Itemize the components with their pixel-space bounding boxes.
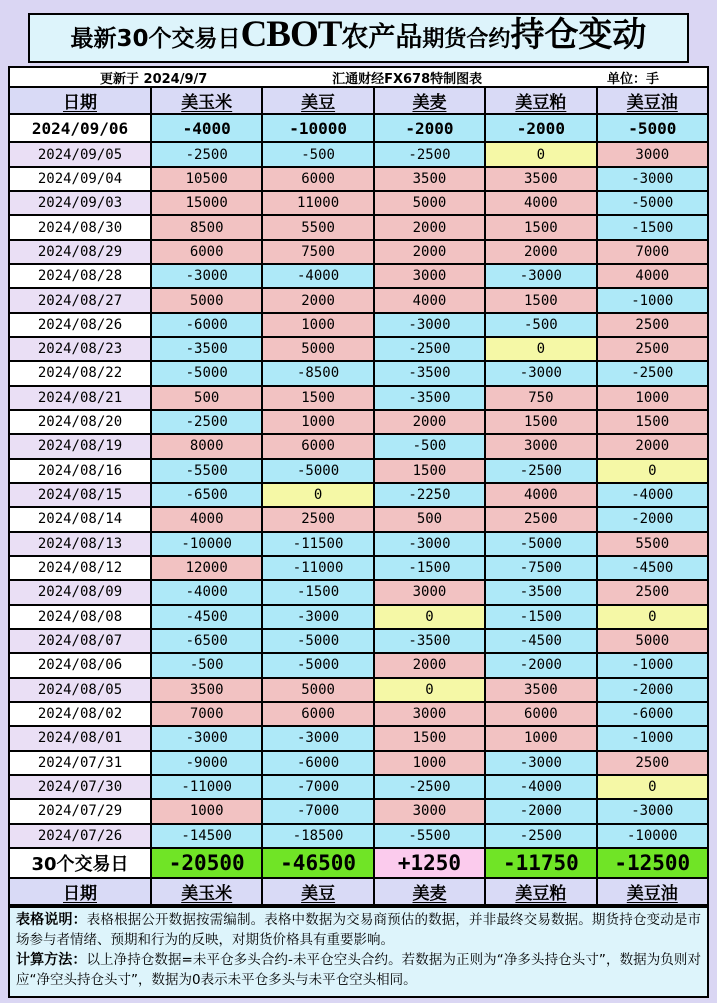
table-row bbox=[9, 653, 708, 677]
value-cell: 2000 bbox=[374, 215, 485, 239]
value-cell: 1000 bbox=[262, 313, 373, 337]
note-label: 表格说明： bbox=[16, 912, 87, 928]
table-row bbox=[9, 215, 708, 239]
value-cell: 5500 bbox=[262, 215, 373, 239]
summary-value-cell: -46500 bbox=[262, 848, 373, 878]
column-header: 美豆 bbox=[262, 878, 373, 905]
column-header: 美豆粕 bbox=[485, 878, 596, 905]
date-cell: 2024/08/13 bbox=[9, 532, 151, 556]
value-cell: -500 bbox=[374, 434, 485, 458]
value-cell: 1000 bbox=[485, 726, 596, 750]
value-cell: -2500 bbox=[374, 142, 485, 166]
value-cell: -5000 bbox=[485, 532, 596, 556]
source-label: 汇通财经FX678特制图表 bbox=[332, 71, 483, 87]
value-cell: 0 bbox=[262, 483, 373, 507]
value-cell: -3500 bbox=[374, 386, 485, 410]
summary-value-cell: +1250 bbox=[374, 848, 485, 878]
value-cell: -11000 bbox=[151, 775, 262, 799]
updated-date: 更新于 2024/9/7 bbox=[100, 71, 208, 87]
column-header: 美玉米 bbox=[151, 87, 262, 114]
value-cell: 500 bbox=[374, 507, 485, 531]
title-segment: 期货合约 bbox=[422, 27, 511, 52]
value-cell: -3000 bbox=[374, 313, 485, 337]
value-cell: 0 bbox=[597, 605, 708, 629]
value-cell: 3500 bbox=[485, 167, 596, 191]
table-row bbox=[9, 386, 708, 410]
table-row bbox=[9, 556, 708, 580]
date-cell: 2024/08/09 bbox=[9, 580, 151, 604]
table-row bbox=[9, 751, 708, 775]
value-cell: 5000 bbox=[262, 678, 373, 702]
positions-table bbox=[8, 86, 709, 906]
value-cell: -3000 bbox=[597, 167, 708, 191]
value-cell: 10500 bbox=[151, 167, 262, 191]
column-header: 美豆油 bbox=[597, 87, 708, 114]
date-cell: 2024/08/07 bbox=[9, 629, 151, 653]
value-cell: -2000 bbox=[485, 799, 596, 823]
value-cell: -10000 bbox=[262, 114, 373, 142]
unit-label: 单位：手 bbox=[606, 71, 659, 87]
value-cell: 1500 bbox=[374, 726, 485, 750]
column-header: 美豆油 bbox=[597, 878, 708, 905]
value-cell: 2000 bbox=[374, 653, 485, 677]
value-cell: -3000 bbox=[262, 605, 373, 629]
value-cell: -3000 bbox=[485, 751, 596, 775]
value-cell: -1000 bbox=[597, 288, 708, 312]
value-cell: 6000 bbox=[151, 240, 262, 264]
date-cell: 2024/08/15 bbox=[9, 483, 151, 507]
date-cell: 2024/08/22 bbox=[9, 361, 151, 385]
table-row bbox=[9, 824, 708, 848]
value-cell: 0 bbox=[485, 337, 596, 361]
value-cell: -10000 bbox=[597, 824, 708, 848]
value-cell: -2000 bbox=[374, 114, 485, 142]
value-cell: 3000 bbox=[374, 264, 485, 288]
value-cell: -7000 bbox=[262, 775, 373, 799]
title-segment: CBOT bbox=[240, 14, 342, 55]
value-cell: 6000 bbox=[262, 434, 373, 458]
title-banner bbox=[28, 13, 689, 63]
value-cell: 3500 bbox=[374, 167, 485, 191]
value-cell: -3000 bbox=[485, 361, 596, 385]
value-cell: -500 bbox=[151, 653, 262, 677]
value-cell: 1500 bbox=[597, 410, 708, 434]
date-cell: 2024/07/31 bbox=[9, 751, 151, 775]
value-cell: -3000 bbox=[151, 726, 262, 750]
value-cell: -2250 bbox=[374, 483, 485, 507]
value-cell: -4500 bbox=[485, 629, 596, 653]
value-cell: 2500 bbox=[597, 751, 708, 775]
date-cell: 2024/08/05 bbox=[9, 678, 151, 702]
value-cell: -5000 bbox=[597, 114, 708, 142]
value-cell: -8500 bbox=[262, 361, 373, 385]
value-cell: -2500 bbox=[151, 142, 262, 166]
value-cell: 750 bbox=[485, 386, 596, 410]
table-row bbox=[9, 532, 708, 556]
value-cell: 2500 bbox=[597, 580, 708, 604]
table-row bbox=[9, 337, 708, 361]
table-row bbox=[9, 702, 708, 726]
value-cell: 1500 bbox=[262, 386, 373, 410]
value-cell: -4000 bbox=[151, 114, 262, 142]
value-cell: -3500 bbox=[485, 580, 596, 604]
date-cell: 2024/08/21 bbox=[9, 386, 151, 410]
value-cell: -1500 bbox=[374, 556, 485, 580]
value-cell: -6500 bbox=[151, 483, 262, 507]
date-cell: 2024/08/28 bbox=[9, 264, 151, 288]
column-header: 日期 bbox=[9, 878, 151, 905]
value-cell: -2000 bbox=[485, 653, 596, 677]
date-cell: 2024/08/16 bbox=[9, 459, 151, 483]
table-row bbox=[9, 434, 708, 458]
value-cell: 1000 bbox=[262, 410, 373, 434]
table-row bbox=[9, 726, 708, 750]
table-row bbox=[9, 580, 708, 604]
value-cell: 4000 bbox=[151, 507, 262, 531]
value-cell: -3000 bbox=[485, 264, 596, 288]
value-cell: -3000 bbox=[597, 799, 708, 823]
value-cell: -5500 bbox=[374, 824, 485, 848]
value-cell: 500 bbox=[151, 386, 262, 410]
value-cell: 5000 bbox=[151, 288, 262, 312]
value-cell: 2000 bbox=[262, 288, 373, 312]
value-cell: -4000 bbox=[151, 580, 262, 604]
value-cell: -11000 bbox=[262, 556, 373, 580]
table-row bbox=[9, 483, 708, 507]
value-cell: 2000 bbox=[485, 240, 596, 264]
note-text: 表格根据公开数据按需编制。表格中数据为交易商预估的数据，并非最终交易数据。期货持仓变动是市场参与者情绪、预期和行为的反映，对期货价格具有重要影响。 bbox=[16, 912, 701, 948]
value-cell: -5000 bbox=[151, 361, 262, 385]
summary-value-cell: -20500 bbox=[151, 848, 262, 878]
value-cell: -2000 bbox=[485, 114, 596, 142]
value-cell: -1500 bbox=[597, 215, 708, 239]
value-cell: -2500 bbox=[374, 337, 485, 361]
value-cell: 1000 bbox=[151, 799, 262, 823]
value-cell: 7500 bbox=[262, 240, 373, 264]
value-cell: -5500 bbox=[151, 459, 262, 483]
value-cell: 2500 bbox=[485, 507, 596, 531]
value-cell: 5000 bbox=[597, 629, 708, 653]
info-bar bbox=[8, 66, 709, 88]
table-row bbox=[9, 240, 708, 264]
value-cell: 15000 bbox=[151, 191, 262, 215]
table-row bbox=[9, 142, 708, 166]
value-cell: -2500 bbox=[485, 824, 596, 848]
value-cell: 2500 bbox=[262, 507, 373, 531]
value-cell: 6000 bbox=[485, 702, 596, 726]
value-cell: -6500 bbox=[151, 629, 262, 653]
date-cell: 2024/08/26 bbox=[9, 313, 151, 337]
table-row bbox=[9, 775, 708, 799]
value-cell: -4000 bbox=[262, 264, 373, 288]
value-cell: 5000 bbox=[374, 191, 485, 215]
value-cell: -6000 bbox=[262, 751, 373, 775]
value-cell: 8000 bbox=[151, 434, 262, 458]
date-cell: 2024/07/26 bbox=[9, 824, 151, 848]
title-segment: 农产品 bbox=[341, 22, 423, 53]
value-cell: 1500 bbox=[374, 459, 485, 483]
table-row bbox=[9, 605, 708, 629]
table-row bbox=[9, 678, 708, 702]
table-row bbox=[9, 167, 708, 191]
value-cell: 0 bbox=[374, 605, 485, 629]
summary-value-cell: -12500 bbox=[597, 848, 708, 878]
table-row bbox=[9, 361, 708, 385]
value-cell: -14500 bbox=[151, 824, 262, 848]
table-row bbox=[9, 114, 708, 142]
method-text: 以上净持仓数据=未平仓多头合约-未平仓空头合约。若数据为正则为“净多头持仓头寸”，数据为负则对应“净空头持仓头寸”，数据为0表示未平仓多头与未平仓空头相同。 bbox=[16, 952, 702, 988]
date-cell: 2024/08/29 bbox=[9, 240, 151, 264]
table-row bbox=[9, 264, 708, 288]
date-cell: 2024/09/05 bbox=[9, 142, 151, 166]
value-cell: 3000 bbox=[374, 799, 485, 823]
column-header: 美豆 bbox=[262, 87, 373, 114]
summary-value-cell: -11750 bbox=[485, 848, 596, 878]
date-cell: 2024/07/30 bbox=[9, 775, 151, 799]
value-cell: 0 bbox=[597, 459, 708, 483]
table-notes bbox=[8, 906, 709, 998]
column-header: 美玉米 bbox=[151, 878, 262, 905]
value-cell: -1000 bbox=[597, 653, 708, 677]
value-cell: -1000 bbox=[597, 726, 708, 750]
value-cell: 0 bbox=[597, 775, 708, 799]
value-cell: -3500 bbox=[374, 361, 485, 385]
table-row bbox=[9, 629, 708, 653]
date-cell: 2024/08/19 bbox=[9, 434, 151, 458]
table-row bbox=[9, 459, 708, 483]
date-cell: 2024/08/20 bbox=[9, 410, 151, 434]
value-cell: 0 bbox=[485, 142, 596, 166]
date-cell: 2024/08/01 bbox=[9, 726, 151, 750]
value-cell: 3000 bbox=[374, 702, 485, 726]
table-row bbox=[9, 507, 708, 531]
value-cell: -4000 bbox=[485, 775, 596, 799]
date-cell: 2024/08/06 bbox=[9, 653, 151, 677]
value-cell: 4000 bbox=[374, 288, 485, 312]
value-cell: -6000 bbox=[597, 702, 708, 726]
value-cell: -2500 bbox=[151, 410, 262, 434]
header-row bbox=[9, 87, 708, 114]
value-cell: 1000 bbox=[374, 751, 485, 775]
value-cell: 6000 bbox=[262, 167, 373, 191]
value-cell: -2000 bbox=[597, 678, 708, 702]
value-cell: -3500 bbox=[374, 629, 485, 653]
footer-header-row bbox=[9, 878, 708, 905]
date-cell: 2024/09/06 bbox=[9, 114, 151, 142]
value-cell: 1500 bbox=[485, 410, 596, 434]
value-cell: 1500 bbox=[485, 215, 596, 239]
date-cell: 2024/09/04 bbox=[9, 167, 151, 191]
column-header: 日期 bbox=[9, 87, 151, 114]
column-header: 美豆粕 bbox=[485, 87, 596, 114]
value-cell: -4500 bbox=[597, 556, 708, 580]
page-title bbox=[71, 12, 647, 64]
summary-row bbox=[9, 848, 708, 878]
value-cell: -1500 bbox=[485, 605, 596, 629]
value-cell: -3000 bbox=[262, 726, 373, 750]
value-cell: -3000 bbox=[151, 264, 262, 288]
value-cell: 4000 bbox=[485, 483, 596, 507]
date-cell: 2024/08/12 bbox=[9, 556, 151, 580]
date-cell: 2024/09/03 bbox=[9, 191, 151, 215]
value-cell: 3000 bbox=[485, 434, 596, 458]
table-row bbox=[9, 799, 708, 823]
value-cell: -7500 bbox=[485, 556, 596, 580]
value-cell: -5000 bbox=[262, 459, 373, 483]
value-cell: -500 bbox=[485, 313, 596, 337]
value-cell: 2000 bbox=[374, 240, 485, 264]
table-row bbox=[9, 313, 708, 337]
table-row bbox=[9, 191, 708, 215]
column-header: 美麦 bbox=[374, 87, 485, 114]
table-row bbox=[9, 410, 708, 434]
value-cell: -3500 bbox=[151, 337, 262, 361]
value-cell: 3000 bbox=[374, 580, 485, 604]
value-cell: 3500 bbox=[485, 678, 596, 702]
title-segment: 持仓变动 bbox=[510, 15, 647, 55]
value-cell: -5000 bbox=[597, 191, 708, 215]
date-cell: 2024/08/02 bbox=[9, 702, 151, 726]
value-cell: -9000 bbox=[151, 751, 262, 775]
date-cell: 2024/07/29 bbox=[9, 799, 151, 823]
value-cell: 8500 bbox=[151, 215, 262, 239]
date-cell: 2024/08/23 bbox=[9, 337, 151, 361]
value-cell: -500 bbox=[262, 142, 373, 166]
value-cell: 1500 bbox=[485, 288, 596, 312]
value-cell: -2000 bbox=[597, 507, 708, 531]
value-cell: 0 bbox=[374, 678, 485, 702]
value-cell: -6000 bbox=[151, 313, 262, 337]
summary-label: 30个交易日 bbox=[9, 848, 151, 878]
value-cell: -2500 bbox=[597, 361, 708, 385]
value-cell: 4000 bbox=[485, 191, 596, 215]
value-cell: 2000 bbox=[374, 410, 485, 434]
date-cell: 2024/08/27 bbox=[9, 288, 151, 312]
value-cell: -1500 bbox=[262, 580, 373, 604]
value-cell: 11000 bbox=[262, 191, 373, 215]
method-label: 计算方法： bbox=[16, 952, 87, 969]
value-cell: -5000 bbox=[262, 629, 373, 653]
value-cell: -3000 bbox=[374, 532, 485, 556]
value-cell: 4000 bbox=[597, 264, 708, 288]
title-segment: 最新30个交易日 bbox=[70, 26, 241, 52]
value-cell: 2500 bbox=[597, 313, 708, 337]
value-cell: 12000 bbox=[151, 556, 262, 580]
table-row bbox=[9, 288, 708, 312]
date-cell: 2024/08/08 bbox=[9, 605, 151, 629]
value-cell: 2500 bbox=[597, 337, 708, 361]
value-cell: -10000 bbox=[151, 532, 262, 556]
value-cell: -4500 bbox=[151, 605, 262, 629]
value-cell: -11500 bbox=[262, 532, 373, 556]
value-cell: 5500 bbox=[597, 532, 708, 556]
value-cell: -18500 bbox=[262, 824, 373, 848]
value-cell: -2500 bbox=[485, 459, 596, 483]
date-cell: 2024/08/14 bbox=[9, 507, 151, 531]
value-cell: 7000 bbox=[151, 702, 262, 726]
value-cell: 7000 bbox=[597, 240, 708, 264]
value-cell: 3500 bbox=[151, 678, 262, 702]
value-cell: 5000 bbox=[262, 337, 373, 361]
value-cell: -2500 bbox=[374, 775, 485, 799]
value-cell: -4000 bbox=[597, 483, 708, 507]
value-cell: -5000 bbox=[262, 653, 373, 677]
value-cell: 2000 bbox=[597, 434, 708, 458]
date-cell: 2024/08/30 bbox=[9, 215, 151, 239]
column-header: 美麦 bbox=[374, 878, 485, 905]
value-cell: -7000 bbox=[262, 799, 373, 823]
value-cell: 6000 bbox=[262, 702, 373, 726]
value-cell: 3000 bbox=[597, 142, 708, 166]
value-cell: 1000 bbox=[597, 386, 708, 410]
